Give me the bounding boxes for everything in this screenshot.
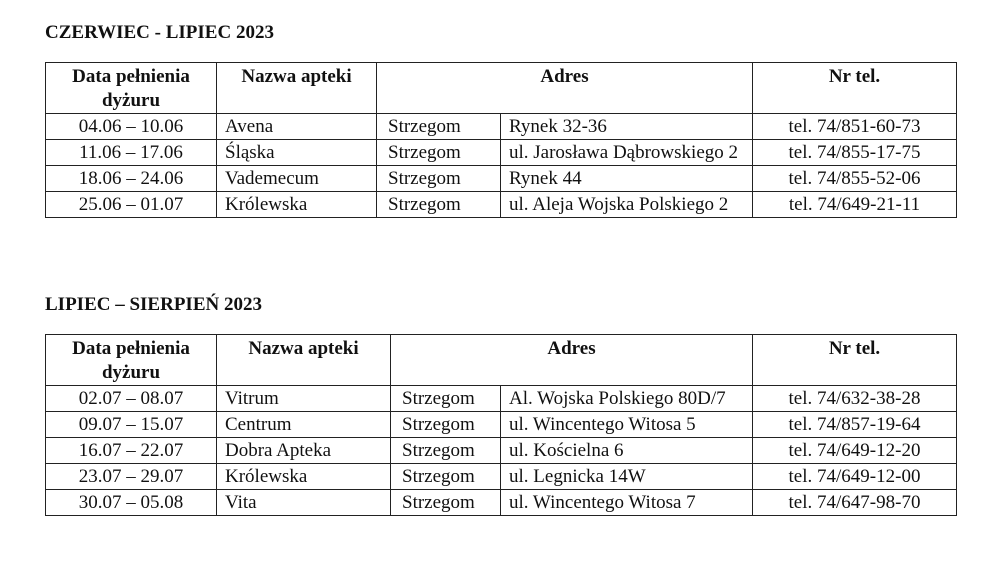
header-phone: Nr tel. — [753, 335, 957, 386]
table-row — [46, 114, 957, 140]
header-address: Adres — [377, 63, 753, 114]
duty-date: 04.06 – 10.06 — [46, 114, 217, 140]
duty-date: 23.07 – 29.07 — [46, 464, 217, 490]
table-row — [46, 192, 957, 218]
pharmacy-name: Dobra Apteka — [217, 438, 391, 464]
city: Strzegom — [377, 114, 501, 140]
street-address: ul. Legnicka 14W — [501, 464, 753, 490]
header-phone: Nr tel. — [753, 63, 957, 114]
duty-date: 09.07 – 15.07 — [46, 412, 217, 438]
phone-number: tel. 74/851-60-73 — [753, 114, 957, 140]
pharmacy-duty-table-july-august — [45, 334, 957, 516]
table-row — [46, 166, 957, 192]
city: Strzegom — [377, 166, 501, 192]
section-title-june-july: CZERWIEC - LIPIEC 2023 — [45, 22, 274, 43]
city: Strzegom — [391, 490, 501, 516]
header-pharmacy-name: Nazwa apteki — [217, 335, 391, 386]
city: Strzegom — [391, 412, 501, 438]
pharmacy-name: Królewska — [217, 464, 391, 490]
city: Strzegom — [391, 464, 501, 490]
table-row — [46, 464, 957, 490]
header-address: Adres — [391, 335, 753, 386]
table-header-row — [46, 335, 957, 386]
street-address: Al. Wojska Polskiego 80D/7 — [501, 386, 753, 412]
phone-number: tel. 74/649-21-11 — [753, 192, 957, 218]
pharmacy-name: Śląska — [217, 140, 377, 166]
table-row — [46, 490, 957, 516]
street-address: ul. Wincentego Witosa 7 — [501, 490, 753, 516]
table-row — [46, 412, 957, 438]
phone-number: tel. 74/632-38-28 — [753, 386, 957, 412]
pharmacy-name: Vitrum — [217, 386, 391, 412]
table-row — [46, 438, 957, 464]
phone-number: tel. 74/649-12-20 — [753, 438, 957, 464]
pharmacy-name: Centrum — [217, 412, 391, 438]
city: Strzegom — [391, 438, 501, 464]
pharmacy-name: Królewska — [217, 192, 377, 218]
pharmacy-name: Vademecum — [217, 166, 377, 192]
duty-date: 25.06 – 01.07 — [46, 192, 217, 218]
duty-date: 30.07 – 05.08 — [46, 490, 217, 516]
street-address: ul. Aleja Wojska Polskiego 2 — [501, 192, 753, 218]
pharmacy-duty-table-june-july — [45, 62, 957, 218]
city: Strzegom — [377, 192, 501, 218]
phone-number: tel. 74/855-17-75 — [753, 140, 957, 166]
phone-number: tel. 74/857-19-64 — [753, 412, 957, 438]
street-address: ul. Kościelna 6 — [501, 438, 753, 464]
phone-number: tel. 74/649-12-00 — [753, 464, 957, 490]
duty-date: 18.06 – 24.06 — [46, 166, 217, 192]
pharmacy-name: Avena — [217, 114, 377, 140]
phone-number: tel. 74/855-52-06 — [753, 166, 957, 192]
street-address: ul. Wincentego Witosa 5 — [501, 412, 753, 438]
street-address: Rynek 32-36 — [501, 114, 753, 140]
street-address: Rynek 44 — [501, 166, 753, 192]
header-date: Data pełnienia dyżuru — [46, 335, 217, 386]
header-pharmacy-name: Nazwa apteki — [217, 63, 377, 114]
header-date: Data pełnienia dyżuru — [46, 63, 217, 114]
pharmacy-name: Vita — [217, 490, 391, 516]
table-header-row — [46, 63, 957, 114]
duty-date: 02.07 – 08.07 — [46, 386, 217, 412]
city: Strzegom — [391, 386, 501, 412]
table-row — [46, 140, 957, 166]
street-address: ul. Jarosława Dąbrowskiego 2 — [501, 140, 753, 166]
phone-number: tel. 74/647-98-70 — [753, 490, 957, 516]
table-row — [46, 386, 957, 412]
duty-date: 11.06 – 17.06 — [46, 140, 217, 166]
city: Strzegom — [377, 140, 501, 166]
duty-date: 16.07 – 22.07 — [46, 438, 217, 464]
section-title-july-august: LIPIEC – SIERPIEŃ 2023 — [45, 294, 262, 315]
